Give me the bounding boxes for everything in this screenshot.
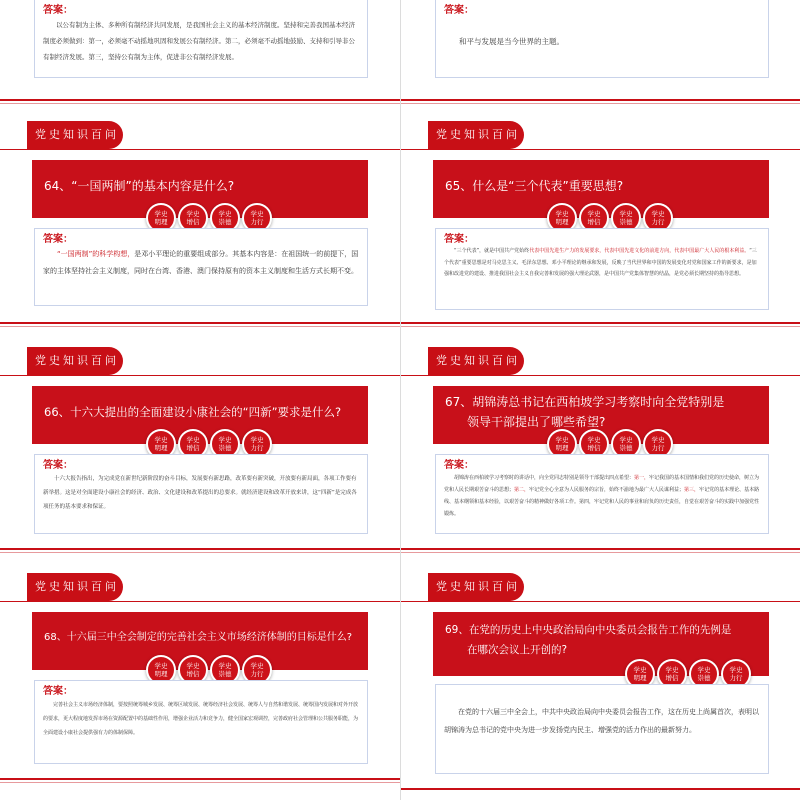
- tag-underline: [0, 149, 400, 150]
- answer-box: [34, 228, 368, 306]
- badge-lixing: 学史 力行: [242, 655, 272, 685]
- section-tag: 党史知识百问: [428, 347, 524, 375]
- badge-chongde: 学史 崇德: [210, 429, 240, 459]
- section-tag: 党史知识百问: [27, 121, 123, 149]
- badge-mingli: 学史 明理: [625, 659, 655, 689]
- answer-text: “三个代表”，就是中国共产党始终代表中国先进生产力的发展要求，代表中国先进文化的前进方向，代表中国最广大人民的根本利益。“三个代表”重要思想是对马克思主义、毛泽东思想、邓小平理论的继承和发展，反映了当代世界和中国的发展变化对党和国家工作的新要求，是加强和改进党的建设、推进我国社会主义自我完善和发展的强大理论武器，是中国共产党集体智慧的结晶，是党必须长期坚持的指导思想。: [444, 248, 757, 277]
- panel-64: [0, 104, 400, 330]
- section-tag: 党史知识百问: [27, 347, 123, 375]
- answer-label: 答案：: [43, 686, 73, 697]
- bottom-red-line: [0, 778, 400, 780]
- section-tag: 党史知识百问: [27, 573, 123, 601]
- badge-chongde: 学史 崇德: [611, 429, 641, 459]
- bottom-thin-line: [401, 326, 800, 327]
- badge-mingli: 学史 明理: [146, 655, 176, 685]
- question-text: 66、十六大提出的全面建设小康社会的“四新”要求是什么?: [44, 405, 342, 419]
- bottom-red-line: [401, 788, 800, 790]
- badge-zengxin: 学史 增信: [579, 203, 609, 233]
- answer-label: 答案：: [43, 5, 73, 16]
- question-text-line1: 67、胡锦涛总书记在西柏坡学习考察时向全党特别是: [445, 395, 725, 409]
- bottom-red-line: [401, 548, 800, 550]
- tag-underline: [401, 149, 800, 150]
- bottom-red-line: [0, 322, 400, 324]
- badge-chongde: 学史 崇德: [210, 655, 240, 685]
- question-text: 65、什么是“三个代表”重要思想?: [445, 179, 624, 193]
- answer-box: [435, 0, 769, 78]
- badge-lixing: 学史 力行: [721, 659, 751, 689]
- answer-box: [435, 228, 769, 310]
- panel-69: [401, 556, 800, 800]
- badge-chongde: 学史 崇德: [611, 203, 641, 233]
- badge-lixing: 学史 力行: [643, 429, 673, 459]
- badge-lixing: 学史 力行: [242, 203, 272, 233]
- badge-mingli: 学史 明理: [547, 429, 577, 459]
- answer-highlight: 代表中国先进生产力的发展要求，代表中国先进文化的前进方向，代表中国最广大人民的根本利益。: [529, 248, 750, 254]
- answer-text: 十六大报告指出，为完成党在新世纪新阶段的奋斗目标，发展要有新思路，改革要有新突破，开放要有新局面，各项工作要有新举措。这是对全面建设小康社会的经济、政治、文化建设和改革提出的总要求。就经济建设和改革开放来讲，这“四新”是完成各项任务的基本要求和保证。: [43, 476, 357, 510]
- panel-67: [401, 330, 800, 556]
- bottom-thin-line: [0, 552, 400, 553]
- bottom-thin-line: [0, 782, 400, 783]
- answer-box: [435, 684, 769, 774]
- panel-2: [401, 0, 800, 106]
- panel-1: [0, 0, 400, 106]
- answer-label: 答案：: [43, 234, 73, 245]
- tag-underline: [0, 375, 400, 376]
- tag-underline: [401, 601, 800, 602]
- bottom-red-line: [0, 99, 400, 101]
- badge-lixing: 学史 力行: [643, 203, 673, 233]
- answer-text: 在党的十六届三中全会上，中共中央政治局向中央委员会报告工作，这在历史上尚属首次，表明以胡锦涛为总书记的党中央为进一步发扬党内民主、增强党的活力作出的最新努力。: [444, 708, 759, 734]
- section-tag: 党史知识百问: [428, 573, 524, 601]
- question-text: 64、“一国两制”的基本内容是什么?: [44, 179, 235, 193]
- section-tag: 党史知识百问: [428, 121, 524, 149]
- bottom-thin-line: [0, 326, 400, 327]
- badge-mingli: 学史 明理: [547, 203, 577, 233]
- answer-label: 答案：: [444, 234, 474, 245]
- badge-lixing: 学史 力行: [242, 429, 272, 459]
- answer-box: [435, 454, 769, 534]
- bottom-red-line: [401, 322, 800, 324]
- answer-text: 胡锦涛在西柏坡学习考察时的讲话中，向全党同志特别是领导干部提出四点希望：第一，牢记我国的基本国情和我们党的历史使命，树立为党和人民长期艰苦奋斗的思想；第二，牢记党全心全意为人民服务的宗旨，始终不渝地为最广大人民谋利益；第三，牢记党的基本理论、基本路线、基本纲领和基本经验，以艰苦奋斗的精神做好各项工作。第四，牢记党和人民的事业和肩负的历史责任，自觉在艰苦奋斗的实践中加强党性锻炼。: [444, 475, 760, 517]
- badge-zengxin: 学史 增信: [178, 203, 208, 233]
- answer-label: 答案：: [444, 460, 474, 471]
- panel-65: [401, 104, 800, 330]
- answer-box: [34, 0, 368, 78]
- badge-zengxin: 学史 增信: [579, 429, 609, 459]
- badge-chongde: 学史 崇德: [689, 659, 719, 689]
- answer-box: [34, 454, 368, 534]
- answer-highlight: “一国两制”的科学构想，: [57, 250, 135, 258]
- answer-text: “一国两制”的科学构想，是邓小平理论的重要组成部分。其基本内容是：在祖国统一的前提下，国家的主体坚持社会主义制度，同时在台湾、香港、澳门保持原有的资本主义制度和生活方式长期不变。: [43, 250, 359, 275]
- answer-label: 答案：: [43, 460, 73, 471]
- badge-zengxin: 学史 增信: [178, 655, 208, 685]
- badge-chongde: 学史 崇德: [210, 203, 240, 233]
- tag-underline: [0, 601, 400, 602]
- tag-underline: [401, 375, 800, 376]
- answer-label: 答案：: [444, 5, 474, 16]
- badge-zengxin: 学史 增信: [657, 659, 687, 689]
- bottom-red-line: [0, 548, 400, 550]
- answer-text: 以公有制为主体、多种所有制经济共同发展，是我国社会主义的基本经济制度。坚持和完善我国基本经济制度必须做到：第一，必须毫不动摇地巩固和发展公有制经济。第二，必须毫不动摇地鼓励、支持和引导非公有制经济发展。第三，坚持公有制为主体，促进非公有制经济发展。: [43, 21, 355, 61]
- bottom-red-line: [401, 99, 800, 101]
- badge-mingli: 学史 明理: [146, 429, 176, 459]
- answer-text: 和平与发展是当今世界的主题。: [459, 37, 564, 46]
- question-text-line2: 领导干部提出了哪些希望?: [467, 415, 606, 429]
- question-text-line2: 在哪次会议上开创的?: [467, 644, 568, 656]
- badge-mingli: 学史 明理: [146, 203, 176, 233]
- question-text-line1: 69、在党的历史上中央政治局向中央委员会报告工作的先例是: [445, 624, 732, 636]
- panel-66: [0, 330, 400, 556]
- question-text: 68、十六届三中全会制定的完善社会主义市场经济体制的目标是什么?: [44, 632, 353, 643]
- bottom-thin-line: [401, 552, 800, 553]
- answer-text: 完善社会主义市场经济体制，要按照统筹城乡发展、统筹区域发展、统筹经济社会发展、统筹人与自然和谐发展、统筹国内发展和对外开放的要求，更大程度地发挥市场在资源配置中的基础性作用，增强企业活力和竞争力，健全国家宏观调控，完善政府社会管理和公共服务职能，为全面建设小康社会提供强有力的体制保障。: [43, 702, 359, 736]
- badge-zengxin: 学史 增信: [178, 429, 208, 459]
- panel-68: [0, 556, 400, 800]
- answer-box: [34, 680, 368, 764]
